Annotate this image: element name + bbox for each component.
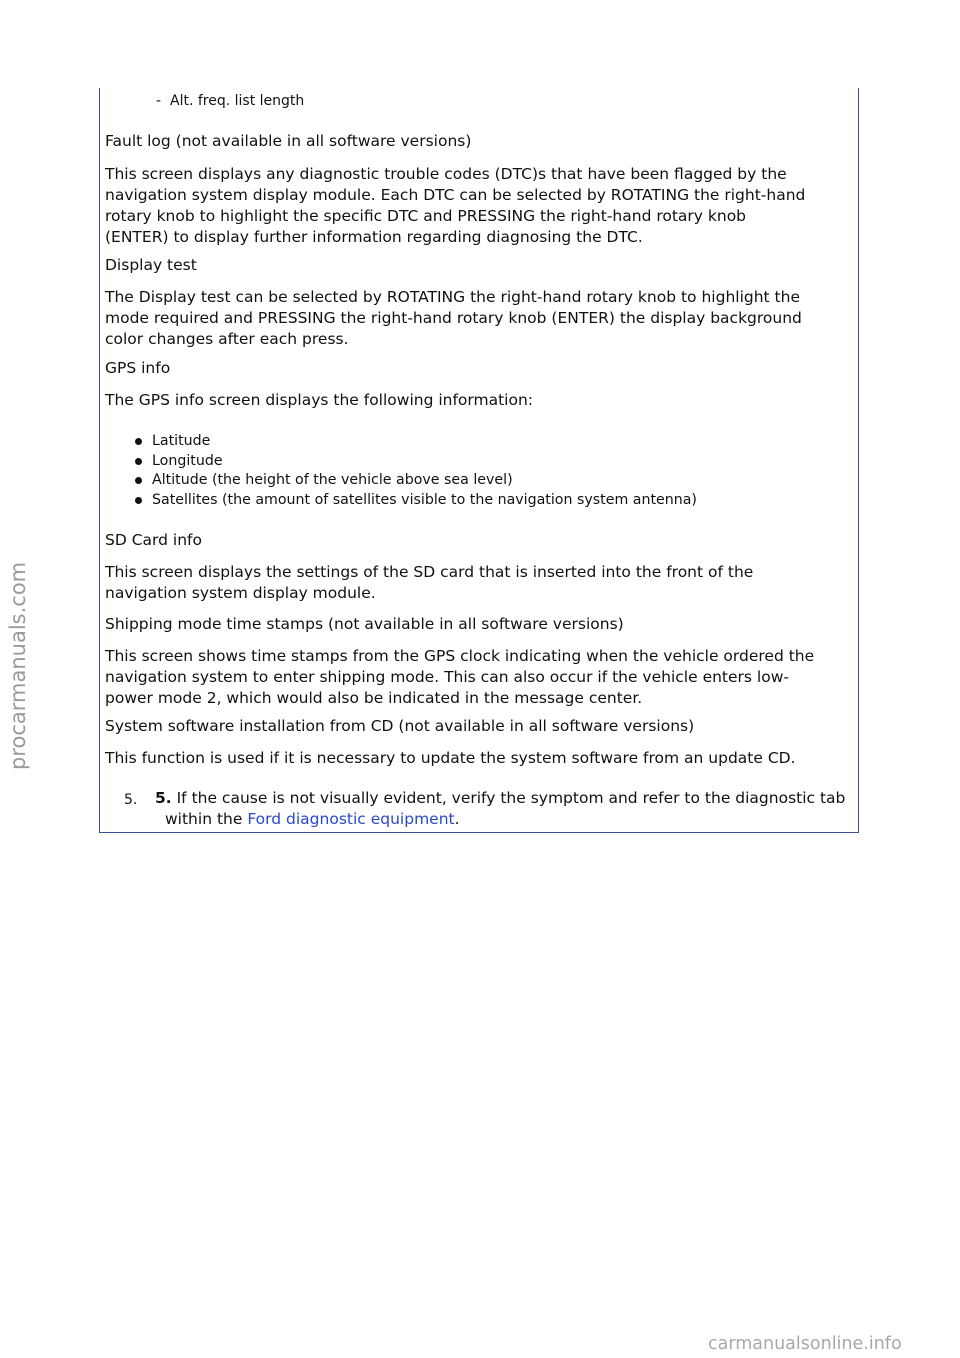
dash-marker: - <box>156 93 162 109</box>
step-5 <box>105 788 855 830</box>
display-test-heading: Display test <box>105 256 197 274</box>
step-text-before: If the cause is not visually evident, verify the symptom and refer to the diagnostic tab within the <box>165 789 846 828</box>
bullet-dot-icon <box>135 458 142 465</box>
fault-log-body: This screen displays any diagnostic trouble codes (DTC)s that have been flagged by the navigation system display module. Each DTC can be selected by ROTATING the right-hand rotary knob to highlight the specific DTC and PRESSING the right-hand rotary knob (ENTER) to display further information regarding diagnosing the DTC. <box>105 165 806 246</box>
bullet-dot-icon <box>135 497 142 504</box>
dash-item-text: Alt. freq. list length <box>170 93 305 109</box>
display-test-body: The Display test can be selected by ROTATING the right-hand rotary knob to highlight the mode required and PRESSING the right-hand rotary knob (ENTER) the display background color changes after each press. <box>105 288 802 348</box>
list-item: Altitude (the height of the vehicle above sea level) <box>105 471 697 491</box>
bullet-dot-icon <box>135 477 142 484</box>
list-item: Satellites (the amount of satellites visible to the navigation system antenna) <box>105 491 697 511</box>
ford-diagnostic-equipment-link[interactable]: Ford diagnostic equipment <box>247 810 455 828</box>
shipping-heading: Shipping mode time stamps (not available in all software versions) <box>105 615 624 633</box>
sd-card-body: This screen displays the settings of the SD card that is inserted into the front of the navigation system display module. <box>105 563 754 602</box>
gps-info-list <box>105 432 697 510</box>
software-body: This function is used if it is necessary to update the system software from an update CD. <box>105 749 796 767</box>
fault-log-heading: Fault log (not available in all software versions) <box>105 132 472 150</box>
gps-info-heading: GPS info <box>105 359 171 377</box>
step-bold-number: 5. <box>155 789 172 807</box>
side-watermark: procarmanuals.com <box>6 561 30 770</box>
software-heading: System software installation from CD (not available in all software versions) <box>105 717 695 735</box>
document-panel <box>99 88 859 833</box>
sd-card-heading: SD Card info <box>105 531 202 549</box>
gps-info-body: The GPS info screen displays the following information: <box>105 391 534 409</box>
step-number: 5. <box>124 792 138 808</box>
step-text <box>155 788 855 830</box>
step-text-after: . <box>454 810 460 828</box>
dash-list-item <box>156 92 304 110</box>
list-item: Latitude <box>105 432 697 452</box>
bottom-watermark: carmanualsonline.info <box>708 1334 902 1354</box>
bullet-dot-icon <box>135 438 142 445</box>
list-item: Longitude <box>105 452 697 472</box>
shipping-body: This screen shows time stamps from the GPS clock indicating when the vehicle ordered the navigation system to enter shipping mode. This can also occur if the vehicle enters low- power mode 2, which would also be indicated in the message center. <box>105 647 815 707</box>
